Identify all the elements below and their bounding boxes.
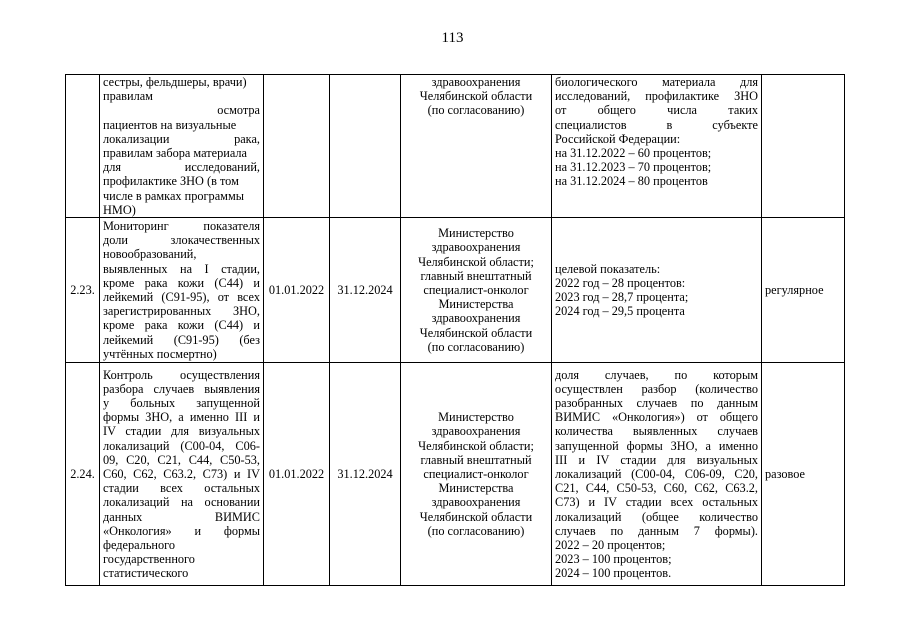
activity-line: зарегистрированных ЗНО, bbox=[103, 304, 260, 319]
activity-line: IV стадии для визуальных bbox=[103, 424, 260, 439]
indicator-line: на 31.12.2024 – 80 процентов bbox=[555, 174, 708, 189]
responsible-line: специалист-онколог bbox=[423, 466, 529, 481]
responsible-line: Министерство bbox=[438, 226, 514, 241]
indicator-line: локализаций (общее количество bbox=[555, 509, 758, 524]
indicator-line: на 31.12.2023 – 70 процентов; bbox=[555, 160, 712, 175]
indicator-line: разобранных случаев по данным bbox=[555, 395, 758, 410]
activity-line-pair bbox=[103, 132, 260, 146]
responsible-line: здравоохранения bbox=[431, 424, 521, 439]
indicator-line: случаев по данным 7 формы). bbox=[555, 523, 758, 538]
activity-line: данных ВИМИС bbox=[103, 509, 260, 524]
activity-line: доли злокачественных bbox=[103, 233, 260, 248]
responsible-cell bbox=[401, 218, 552, 363]
activity-line: локализации bbox=[103, 131, 170, 146]
activity-line: формы ЗНО, а именно III и bbox=[103, 410, 260, 425]
activity-line: лейкемий (C91-95) (без bbox=[103, 332, 260, 347]
indicator-cell bbox=[552, 218, 762, 363]
indicator-line: 2022 – 20 процентов; bbox=[555, 537, 666, 552]
activity-line: сестры, фельдшеры, врачи) bbox=[103, 75, 247, 89]
indicator-line: на 31.12.2022 – 60 процентов; bbox=[555, 146, 712, 161]
activity-line: профилактике ЗНО (в том bbox=[103, 174, 239, 189]
page-number: 113 bbox=[441, 30, 464, 46]
activity-line: у больных запущенной bbox=[103, 395, 260, 410]
indicator-line: 2023 – 100 процентов; bbox=[555, 552, 672, 567]
periodicity-cell: разовое bbox=[762, 363, 845, 586]
indicator-line: C21, C44, C50-53, C60, C62, C63.2, bbox=[555, 481, 758, 496]
activity-line: выявленных на I стадии, bbox=[103, 261, 260, 276]
end-date-cell: 31.12.2024 bbox=[330, 363, 401, 586]
activity-line-pair bbox=[103, 160, 260, 174]
responsible-line: здравоохранения bbox=[431, 495, 521, 510]
indicator-line: 2024 год – 29,5 процента bbox=[555, 304, 685, 319]
indicator-line: C73) и IV стадии всех остальных bbox=[555, 495, 758, 510]
row-number: 2.24. bbox=[66, 363, 100, 586]
periodicity-cell bbox=[762, 75, 845, 218]
activity-line: для bbox=[103, 160, 122, 175]
responsible-line: здравоохранения bbox=[431, 311, 521, 326]
table-row bbox=[66, 218, 845, 363]
responsible-line: Челябинской области; bbox=[418, 438, 534, 453]
indicator-line: от общего числа таких bbox=[555, 103, 758, 118]
activity-line: Мониторинг показателя bbox=[103, 219, 260, 234]
activity-line: новообразований, bbox=[103, 247, 197, 262]
responsible-line: (по согласованию) bbox=[427, 523, 525, 538]
indicator-line: III и IV стадии для визуальных bbox=[555, 452, 758, 467]
indicator-line: Российской Федерации: bbox=[555, 131, 681, 146]
row-number: 2.23. bbox=[66, 218, 100, 363]
responsible-line: Министерства bbox=[438, 297, 514, 312]
responsible-line: Челябинской области bbox=[419, 89, 533, 104]
activity-line: стадии всех остальных bbox=[103, 481, 260, 496]
indicator-cell bbox=[552, 75, 762, 218]
activity-cell bbox=[100, 218, 264, 363]
activity-line: кроме рака кожи (C44) и bbox=[103, 275, 260, 290]
activity-line: «Онкология» и формы bbox=[103, 523, 260, 538]
activity-cell bbox=[100, 363, 264, 586]
responsible-line: здравоохранения bbox=[431, 240, 521, 255]
activity-line: локализаций на основании bbox=[103, 495, 260, 510]
activity-line: 09, C20, C21, C44, C50-53, bbox=[103, 452, 260, 467]
responsible-line: Челябинской области bbox=[419, 325, 533, 340]
responsible-line: главный внештатный bbox=[420, 452, 532, 467]
indicator-line: специалистов в субъекте bbox=[555, 117, 758, 132]
indicator-line: количества выявленных случаев bbox=[555, 424, 758, 439]
indicator-line: исследований, профилактике ЗНО bbox=[555, 89, 758, 104]
activity-line: рака, bbox=[234, 131, 260, 146]
indicator-line: 2022 год – 28 процентов: bbox=[555, 275, 686, 290]
activity-line: C60, C62, C63.2, C73) и IV bbox=[103, 466, 260, 481]
start-date-cell: 01.01.2022 bbox=[264, 218, 330, 363]
indicator-line: 2024 – 100 процентов. bbox=[555, 566, 672, 581]
responsible-line: здравоохранения bbox=[431, 75, 521, 89]
indicator-line: целевой показатель: bbox=[555, 261, 661, 276]
indicator-line: запущенной формы ЗНО, а именно bbox=[555, 438, 758, 453]
indicator-line: 2023 год – 28,7 процента; bbox=[555, 290, 689, 305]
activity-line: пациентов на визуальные bbox=[103, 117, 237, 132]
table-row bbox=[66, 363, 845, 586]
activity-line: кроме рака кожи (C44) и bbox=[103, 318, 260, 333]
start-date-cell bbox=[264, 75, 330, 218]
activity-cell bbox=[100, 75, 264, 218]
activity-line: осмотра bbox=[217, 103, 260, 118]
activity-line-pair bbox=[103, 103, 260, 117]
responsible-line: (по согласованию) bbox=[427, 339, 525, 354]
periodicity-cell: регулярное bbox=[762, 218, 845, 363]
activity-line: федерального bbox=[103, 537, 176, 552]
table-row bbox=[66, 75, 845, 218]
indicator-line: доля случаев, по которым bbox=[555, 367, 758, 382]
activity-line: НМО) bbox=[103, 202, 136, 217]
responsible-line: главный внештатный bbox=[420, 268, 532, 283]
indicator-line: локализаций (C00-04, C06-09, C20, bbox=[555, 466, 758, 481]
indicator-line: ВИМИС «Онкология») от общего bbox=[555, 410, 758, 425]
responsible-line: Министерства bbox=[438, 481, 514, 496]
responsible-line: специалист-онколог bbox=[423, 282, 529, 297]
indicator-line: осуществлен разбор (количество bbox=[555, 381, 758, 396]
responsible-cell bbox=[401, 75, 552, 218]
responsible-line: Челябинской области bbox=[419, 509, 533, 524]
activity-line: государственного bbox=[103, 552, 195, 567]
activity-line: исследований, bbox=[184, 160, 260, 175]
end-date-cell bbox=[330, 75, 401, 218]
activity-line: числе в рамках программы bbox=[103, 188, 244, 203]
activity-line: разбора случаев выявления bbox=[103, 381, 260, 396]
indicator-line: биологического материала для bbox=[555, 75, 758, 89]
activity-line: учтённых посмертно) bbox=[103, 346, 217, 361]
responsible-cell bbox=[401, 363, 552, 586]
activity-line: лейкемий (C91-95), от всех bbox=[103, 290, 260, 305]
activity-line: локализаций (C00-04, C06- bbox=[103, 438, 260, 453]
responsible-line: (по согласованию) bbox=[427, 103, 525, 118]
responsible-line: Челябинской области; bbox=[418, 254, 534, 269]
row-number bbox=[66, 75, 100, 218]
responsible-line: Министерство bbox=[438, 410, 514, 425]
indicator-cell bbox=[552, 363, 762, 586]
plan-table bbox=[65, 74, 845, 586]
activity-line: Контроль осуществления bbox=[103, 367, 260, 382]
start-date-cell: 01.01.2022 bbox=[264, 363, 330, 586]
end-date-cell: 31.12.2024 bbox=[330, 218, 401, 363]
activity-line: правилам bbox=[103, 89, 153, 104]
activity-line: правилам забора материала bbox=[103, 146, 247, 161]
activity-line: статистического bbox=[103, 566, 189, 581]
